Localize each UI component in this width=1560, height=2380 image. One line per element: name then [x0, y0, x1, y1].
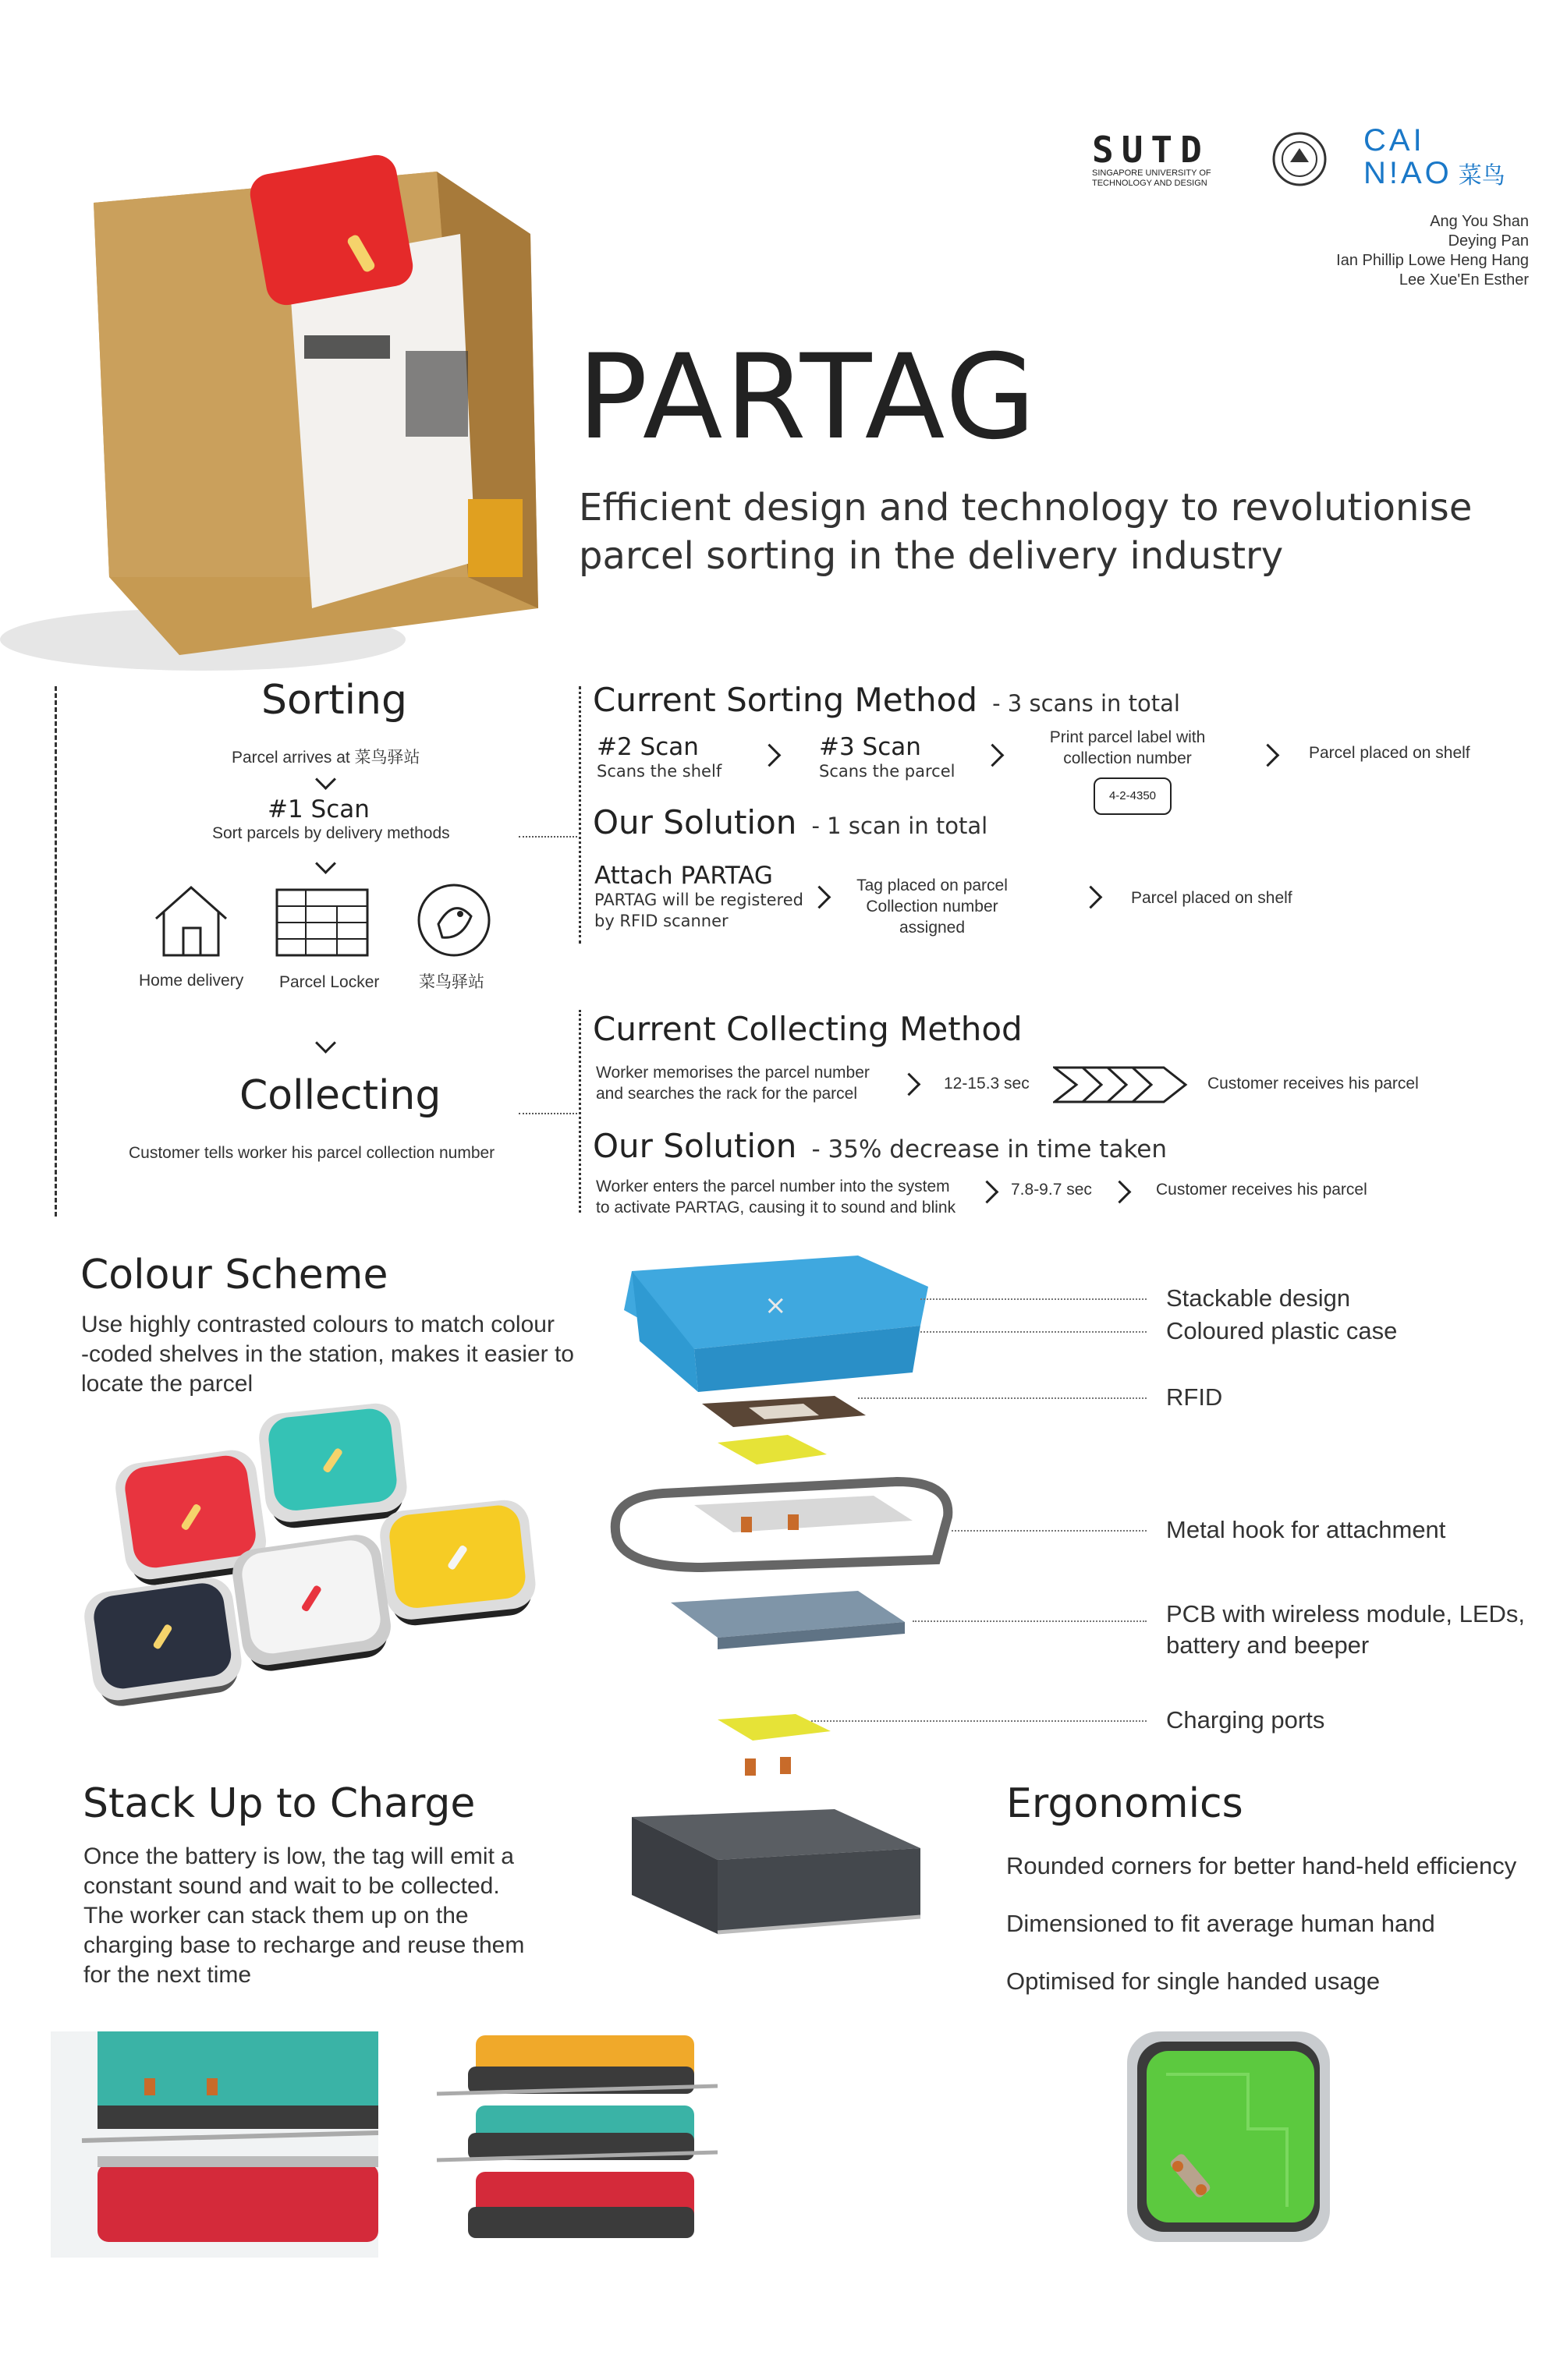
chevron-down-icon — [315, 853, 336, 874]
current-collect-result: Customer receives his parcel — [1207, 1075, 1419, 1093]
attach-desc: PARTAG will be registered — [594, 891, 803, 909]
chevron-right-icon — [976, 1181, 999, 1204]
colour-scheme-line: Use highly contrasted colours to match colour — [81, 1312, 555, 1337]
author-name: Deying Pan — [1448, 232, 1529, 250]
stack-up-line: The worker can stack them up on the — [83, 1903, 469, 1928]
scan3-desc: Scans the parcel — [819, 762, 956, 781]
leader-case — [920, 1331, 1147, 1333]
stack-up-body — [83, 1842, 524, 1990]
label-pcb — [1166, 1599, 1525, 1661]
label-case: Coloured plastic case — [1166, 1317, 1398, 1344]
solution-collect-result: Customer receives his parcel — [1156, 1181, 1367, 1199]
author-name: Ang You Shan — [1430, 213, 1529, 230]
our-solution-sorting-note: - 1 scan in total — [811, 813, 988, 839]
leader-rfid — [858, 1397, 1147, 1399]
left-dashed-divider — [55, 686, 57, 1217]
sorting-step-scan2 — [597, 733, 722, 782]
stack-up-line: constant sound and wait to be collected. — [83, 1873, 500, 1899]
current-sorting-title-text: Current Sorting Method — [593, 681, 978, 719]
scan2-title: #2 Scan — [597, 733, 699, 761]
leader-stackable — [920, 1298, 1147, 1300]
sorting-step-print-label: Print parcel label with collection number — [1049, 728, 1206, 767]
current-collect-time: 12-15.3 sec — [944, 1075, 1030, 1093]
collection-number: 4-2-4350 — [1108, 789, 1157, 802]
chevron-down-icon — [315, 1032, 336, 1054]
method-label-home: Home delivery — [139, 972, 244, 990]
author-name: Ian Phillip Lowe Heng Hang — [1336, 252, 1529, 269]
solution-step-attach — [594, 862, 803, 932]
ergonomics-heading: Ergonomics — [1006, 1780, 1243, 1827]
locker-icon — [275, 887, 370, 958]
attach-title: Attach PARTAG — [594, 862, 773, 890]
chevron-right-icon — [898, 1073, 921, 1096]
chevron-right-icon — [1080, 886, 1103, 909]
sorting-step-scan3 — [819, 733, 955, 782]
leader-pcb — [913, 1620, 1147, 1622]
label-stackable: Stackable design — [1166, 1284, 1351, 1312]
scan3-title: #3 Scan — [819, 733, 921, 761]
house-icon — [148, 881, 234, 959]
sorting-heading: Sorting — [261, 677, 408, 724]
attach-desc: by RFID scanner — [594, 912, 729, 930]
collection-number-label — [1094, 777, 1172, 815]
chevron-right-icon — [758, 744, 782, 767]
memorise-line: and searches the rack for the parcel — [596, 1085, 858, 1103]
bird-icon — [415, 881, 493, 959]
label-hook: Metal hook for attachment — [1166, 1516, 1446, 1543]
tag-placed-line: Tag placed on parcel — [856, 877, 1008, 894]
subtitle-line: Efficient design and technology to revolutionise — [579, 486, 1473, 529]
solution-step-shelf: Parcel placed on shelf — [1131, 889, 1292, 907]
parcel-photo — [0, 140, 546, 671]
center-dashed-divider — [579, 686, 581, 944]
chevron-right-icon — [808, 886, 831, 909]
leader-ports — [811, 1720, 1147, 1722]
sutd-logo-name-1: SINGAPORE UNIVERSITY OF — [1092, 168, 1211, 178]
stack-photo-closeup — [51, 2031, 378, 2258]
sutd-logo-mark: SUTD — [1092, 129, 1210, 171]
our-solution-sorting-title-text: Our Solution — [593, 803, 797, 841]
university-seal-icon — [1271, 131, 1328, 187]
collecting-desc: Customer tells worker his parcel collection number — [129, 1144, 495, 1162]
colour-scheme-line: locate the parcel — [81, 1371, 254, 1397]
chevron-down-icon — [315, 769, 336, 790]
our-solution-sorting-title — [593, 803, 987, 841]
page-title: PARTAG — [577, 330, 1038, 466]
current-collecting-title: Current Collecting Method — [593, 1010, 1023, 1048]
colour-tags-photo — [78, 1396, 546, 1708]
scan1-desc: Sort parcels by delivery methods — [212, 824, 450, 842]
stack-up-heading: Stack Up to Charge — [83, 1780, 476, 1827]
memorise-line: Worker memorises the parcel number — [596, 1064, 870, 1082]
cainiao-logo — [1363, 125, 1535, 195]
author-name: Lee Xue'En Esther — [1399, 271, 1529, 289]
label-rfid: RFID — [1166, 1383, 1223, 1411]
ergonomics-point: Optimised for single handed usage — [1006, 1967, 1381, 1995]
stack-up-line: Once the battery is low, the tag will emit a — [83, 1843, 514, 1869]
sutd-logo — [1092, 131, 1240, 193]
label-pcb-line: PCB with wireless module, LEDs, — [1166, 1600, 1525, 1627]
chevron-right-icon — [981, 744, 1005, 767]
exploded-view-illustration — [601, 1248, 975, 1965]
label-pcb-line: battery and beeper — [1166, 1631, 1370, 1659]
current-sorting-note: - 3 scans in total — [992, 690, 1180, 717]
sorting-arrive-step: Parcel arrives at 菜鸟驿站 — [232, 749, 420, 767]
center-dashed-divider-lower — [579, 1010, 581, 1213]
label-ports: Charging ports — [1166, 1706, 1325, 1734]
ergonomics-tag-photo — [1123, 2028, 1334, 2246]
author-list — [1336, 212, 1529, 290]
colour-scheme-line: -coded shelves in the station, makes it easier to — [81, 1341, 574, 1367]
page-subtitle — [579, 483, 1472, 580]
enter-line: to activate PARTAG, causing it to sound and blink — [596, 1199, 956, 1217]
scan1-title: #1 Scan — [268, 795, 370, 823]
connector-collecting — [519, 1113, 577, 1114]
our-solution-collecting-title-text: Our Solution — [593, 1127, 797, 1165]
scan2-desc: Scans the shelf — [597, 762, 722, 781]
collecting-heading: Collecting — [239, 1072, 441, 1119]
ergonomics-point: Rounded corners for better hand-held efficiency — [1006, 1852, 1517, 1879]
chevron-right-icon — [1108, 1181, 1132, 1204]
sorting-step-shelf: Parcel placed on shelf — [1309, 744, 1470, 762]
collecting-step-enter — [596, 1176, 956, 1218]
slow-progress-chevrons-icon — [1053, 1065, 1190, 1104]
our-solution-collecting-note: - 35% decrease in time taken — [811, 1135, 1168, 1163]
current-sorting-title — [593, 681, 1180, 719]
colour-scheme-body — [81, 1310, 574, 1399]
connector-sorting — [519, 836, 577, 838]
method-label-station: 菜鸟驿站 — [419, 973, 484, 991]
our-solution-collecting-title — [593, 1127, 1167, 1165]
subtitle-line: parcel sorting in the delivery industry — [579, 534, 1284, 578]
collecting-step-memorise — [596, 1062, 870, 1104]
stack-up-line: charging base to recharge and reuse them — [83, 1932, 525, 1958]
solution-step-tag-placed — [842, 875, 1022, 938]
solution-collect-time: 7.8-9.7 sec — [1011, 1181, 1092, 1199]
method-label-locker: Parcel Locker — [279, 973, 380, 991]
sutd-logo-name-2: TECHNOLOGY AND DESIGN — [1092, 179, 1207, 188]
svg-text:×: × — [764, 1290, 787, 1321]
cainiao-logo-line1: CAI — [1363, 123, 1425, 158]
chevron-right-icon — [1257, 744, 1280, 767]
colour-scheme-heading: Colour Scheme — [80, 1252, 388, 1298]
tag-placed-line: Collection number assigned — [866, 898, 998, 937]
cainiao-logo-cn: 菜鸟 — [1458, 163, 1505, 189]
stack-photo-full — [421, 2031, 718, 2250]
stack-up-line: for the next time — [83, 1962, 252, 1988]
leader-hook — [952, 1530, 1147, 1532]
cainiao-logo-line2: N!AO — [1363, 156, 1452, 190]
enter-line: Worker enters the parcel number into the system — [596, 1178, 950, 1195]
ergonomics-point: Dimensioned to fit average human hand — [1006, 1910, 1435, 1937]
